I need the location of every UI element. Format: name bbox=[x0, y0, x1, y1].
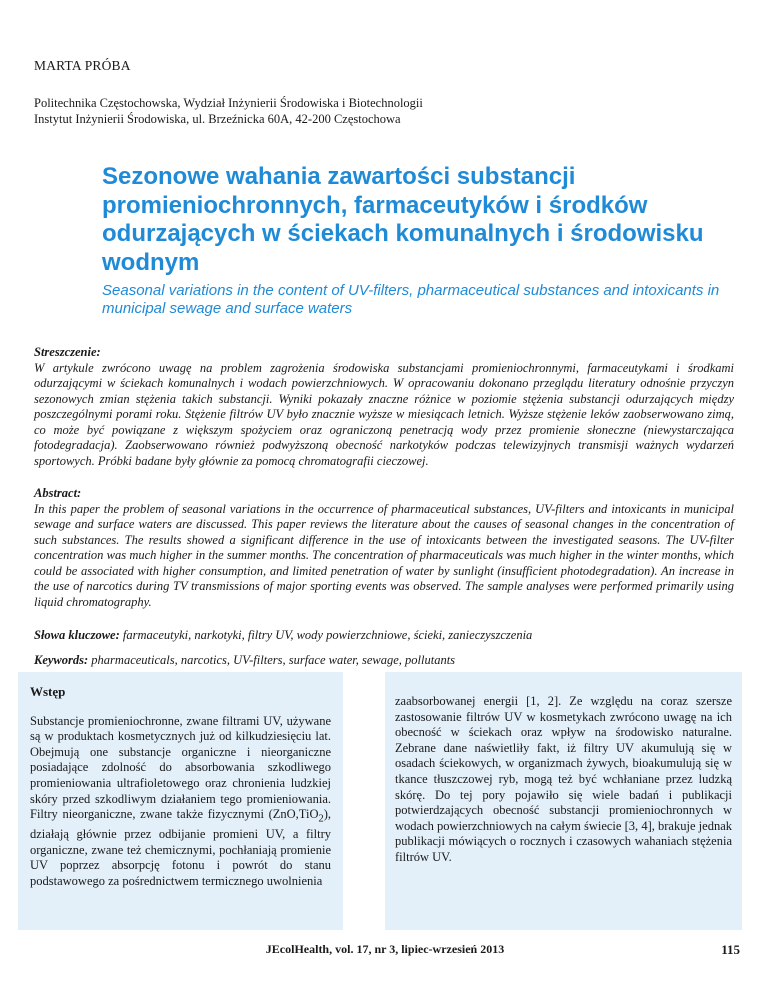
intro-column-left bbox=[18, 672, 343, 930]
keywords-english-text: pharmaceuticals, narcotics, UV-filters, surface water, sewage, pollutants bbox=[91, 653, 456, 667]
abstract-heading: Abstract: bbox=[34, 486, 82, 500]
intro-text-left: Substancje promieniochronne, zwane filtrami UV, używane są w produktach kosmetycznych już od kilkudziesięciu lat. Obejmują one substancje organiczne i nieorganiczne posiadające zdolność do absorbowania szkodliwego promieniowania ultrafioletowego oraz chronienia ludzkiej skóry przed szkodliwym działaniem tego promieniowania. Filtry nieorganiczne, zwane także fizycznymi (ZnO,TiO$_2$), działają głównie przez odbijanie promieni UV, a filtry organiczne, zwane też chemicznymi, pochłaniają promienie UV poprzez absorpcję fotonu i powrót do stanu podstawowego za pośrednictwem termicznego uwolnienia bbox=[30, 713, 331, 889]
streszczenie-text: W artykule zwrócono uwagę na problem zagrożenia środowiska substancjami promieniochronnymi, farmaceutykami i środkami odurzającymi w ściekach komunalnych i wodach powierzchniowych. W opracowaniu dokonano przeglądu literatury odnośnie przyczyn sezonowych zmian stężenia takich substancji. Wyniki pokazały znaczne różnice w poziomie stężenia substancji odurzających między poszczególnymi porami roku. Stężenie filtrów UV było znacznie wyższe w miesiącach letnich. Wyższe stężenie leków zaobserwowano zimą, co może być powiązane z większym spożyciem oraz ograniczoną penetracją wody przez promienie słoneczne (niewystarczająca fotodegradacja). Zaobserwowano również podwyższoną obecność narkotyków podczas telewizyjnych transmisji ważnych wydarzeń sportowych. Próbki badane były głównie za pomocą chromatografii cieczowej. bbox=[34, 360, 734, 468]
streszczenie-block bbox=[34, 345, 734, 469]
intro-text-right: zaabsorbowanej energii [1, 2]. Ze względu na coraz szersze zastosowanie filtrów UV w kosmetykach zwrócono uwagę na ich obecność w ściekach oraz wpływ na środowisko naturalne. Zebrane dane naświetliły fakt, iż filtry UV akumulują się w osadach ściekowych, w organizmach żywych, bioakumulują się w tkance tłuszczowej ryb, mogą też być wchłaniane przez ludzką skórę. Do tej pory pojawiło się wiele badań i publikacji potwierdzających obecność substancji promieniochronnych w wodach powierzchniowych na całym świecie [3, 4], brakuje jednak publikacji mówiących o rocznych i czasowych wahaniach stężenia filtrów UV. bbox=[395, 694, 732, 864]
intro-heading: Wstęp bbox=[30, 684, 66, 699]
keywords-english-label: Keywords: bbox=[34, 653, 89, 667]
article-title: Sezonowe wahania zawartości substancji promieniochronnych, farmaceutyków i środków odurzających w ściekach komunalnych i środowisku wodnym bbox=[102, 163, 704, 276]
page-number: 115 bbox=[721, 942, 740, 957]
subscript-2: 2 bbox=[318, 813, 324, 825]
author-name: MARTA PRÓBA bbox=[34, 58, 131, 73]
keywords-english bbox=[34, 653, 734, 668]
abstract-block bbox=[34, 486, 734, 610]
affiliation-line-2: Instytut Inżynierii Środowiska, ul. Brzeźnicka 60A, 42-200 Częstochowa bbox=[34, 112, 401, 126]
keywords-polish bbox=[34, 628, 734, 643]
abstract-text: In this paper the problem of seasonal variations in the occurrence of pharmaceutical substances, UV-filters and intoxicants in municipal sewage and surface waters are discussed. This paper reviews the literature about the causes of seasonal changes in the concentration of such substances. The results showed a significant difference in the use of intoxicants between the investigated seasons. The UV-filter concentration was much higher in the summer months. The concentration of pharmaceuticals was much higher in the winter months, which could be associated with higher consumption, and limited penetration of water by sunlight (insufficient photodegradation). An increase in the use of narcotics during TV transmissions of major sporting events was observed. The sample analyses were performed primarily using liquid chromatography. bbox=[34, 501, 734, 609]
affiliation-line-1: Politechnika Częstochowska, Wydział Inżynierii Środowiska i Biotechnologii bbox=[34, 96, 423, 110]
affiliation bbox=[34, 95, 423, 127]
article-subtitle-english: Seasonal variations in the content of UV-filters, pharmaceutical substances and intoxicants in municipal sewage and surface waters bbox=[102, 282, 720, 317]
intro-column-right bbox=[385, 672, 742, 930]
journal-footer: JEcolHealth, vol. 17, nr 3, lipiec-wrzesień 2013 bbox=[265, 942, 505, 956]
keywords-polish-text: farmaceutyki, narkotyki, filtry UV, wody powierzchniowe, ścieki, zanieczyszczenia bbox=[122, 628, 533, 642]
keywords-polish-label: Słowa kluczowe: bbox=[34, 628, 120, 642]
streszczenie-heading: Streszczenie: bbox=[34, 345, 101, 359]
